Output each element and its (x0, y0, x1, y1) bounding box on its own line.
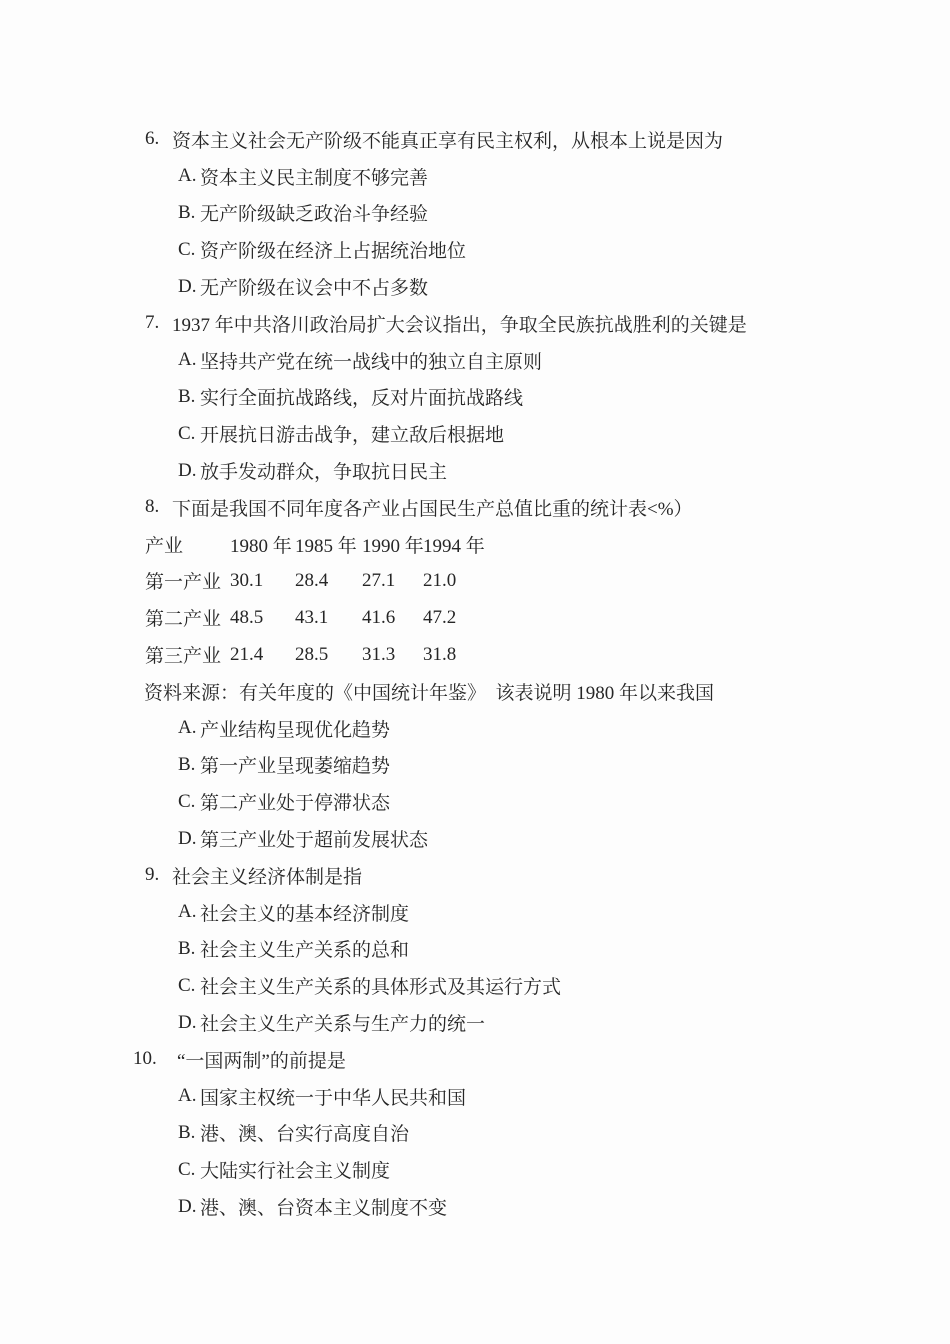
option-letter: D. (178, 459, 197, 481)
question-9-option-a (0, 894, 950, 931)
table-row-primary-industry (0, 563, 950, 600)
question-8-text: 下面是我国不同年度各产业占国民生产总值比重的统计表<%） (172, 498, 693, 520)
option-letter: B. (178, 937, 196, 959)
option-text: 第一产业呈现萎缩趋势 (200, 756, 391, 778)
option-letter: A. (178, 901, 197, 923)
option-letter: D. (178, 1011, 197, 1033)
option-text: 产业结构呈现优化趋势 (200, 719, 391, 741)
question-9-option-c (0, 967, 950, 1004)
option-letter: B. (178, 201, 196, 223)
table-header-1994: 1994 年 (423, 535, 485, 557)
question-10-stem (0, 1041, 950, 1078)
table-cell-label: 第一产业 (145, 572, 222, 594)
table-header-1980: 1980 年 (230, 535, 292, 557)
option-letter: C. (178, 238, 196, 260)
option-text: 社会主义生产关系与生产力的统一 (200, 1014, 486, 1036)
question-7-option-b (0, 379, 950, 416)
option-letter: A. (178, 165, 197, 187)
table-cell-value: 21.4 (230, 643, 264, 665)
table-cell-value: 28.5 (295, 643, 329, 665)
option-text: 国家主权统一于中华人民共和国 (200, 1087, 467, 1109)
option-letter: C. (178, 790, 196, 812)
option-text: 港、澳、台实行高度自治 (200, 1124, 410, 1146)
option-letter: C. (178, 1158, 196, 1180)
question-10-number: 10. (133, 1048, 157, 1070)
table-cell-value: 43.1 (295, 606, 329, 628)
table-cell-value: 31.8 (423, 643, 457, 665)
question-6-option-b (0, 195, 950, 232)
option-text: 第二产业处于停滞状态 (200, 793, 391, 815)
option-text: 港、澳、台资本主义制度不变 (200, 1198, 448, 1219)
question-6-number: 6. (145, 128, 160, 150)
question-7-option-d (0, 452, 950, 489)
question-7-number: 7. (145, 312, 160, 334)
option-text: 无产阶级缺乏政治斗争经验 (200, 204, 429, 226)
option-letter: A. (178, 1085, 197, 1107)
question-8-option-b (0, 747, 950, 784)
option-letter: C. (178, 974, 196, 996)
table-cell-value: 21.0 (423, 569, 457, 591)
question-8-stem (0, 489, 950, 526)
option-text: 坚持共产党在统一战线中的独立自主原则 (200, 351, 543, 373)
option-text: 放手发动群众，争取抗日民主 (200, 462, 448, 484)
table-header-row (0, 526, 950, 563)
table-cell-value: 48.5 (230, 606, 264, 628)
question-7-text: 1937 年中共洛川政治局扩大会议指出，争取全民族抗战胜利的关键是 (172, 314, 747, 336)
question-9-option-b (0, 931, 950, 968)
question-10-option-c (0, 1151, 950, 1188)
table-cell-label: 第三产业 (145, 646, 222, 668)
table-header-1985: 1985 年 (295, 535, 357, 557)
table-cell-value: 30.1 (230, 569, 264, 591)
option-text: 社会主义生产关系的具体形式及其运行方式 (200, 977, 562, 999)
option-text: 资本主义民主制度不够完善 (200, 167, 429, 189)
table-cell-value: 41.6 (362, 606, 396, 628)
option-letter: D. (178, 1195, 197, 1217)
table-cell-label: 第二产业 (145, 609, 222, 631)
question-9-stem (0, 857, 950, 894)
question-7-option-a (0, 342, 950, 379)
option-text: 开展抗日游击战争，建立敌后根据地 (200, 425, 505, 447)
question-9-text: 社会主义经济体制是指 (172, 866, 363, 888)
question-10-option-a (0, 1078, 950, 1115)
question-10-option-d (0, 1188, 950, 1225)
question-6-stem (0, 121, 950, 158)
option-text: 大陆实行社会主义制度 (200, 1161, 391, 1183)
question-8-number: 8. (145, 496, 160, 518)
option-text: 社会主义生产关系的总和 (200, 940, 410, 962)
option-letter: D. (178, 827, 197, 849)
question-9-option-d (0, 1004, 950, 1041)
question-10-text: “一国两制”的前提是 (177, 1050, 346, 1072)
option-letter: A. (178, 349, 197, 371)
question-7-stem (0, 305, 950, 342)
source-note-text: 资料来源：有关年度的《中国统计年鉴》 该表说明 1980 年以来我国 (144, 682, 715, 704)
question-6-text: 资本主义社会无产阶级不能真正享有民主权利，从根本上说是因为 (172, 130, 724, 152)
option-text: 资产阶级在经济上占据统治地位 (200, 241, 467, 263)
question-10-option-b (0, 1115, 950, 1152)
question-6-option-d (0, 268, 950, 305)
option-text: 社会主义的基本经济制度 (200, 903, 410, 925)
option-text: 第三产业处于超前发展状态 (200, 830, 429, 852)
option-letter: B. (178, 1121, 196, 1143)
table-cell-value: 27.1 (362, 569, 396, 591)
option-text: 实行全面抗战路线，反对片面抗战路线 (200, 388, 524, 410)
option-letter: C. (178, 422, 196, 444)
question-6-option-a (0, 158, 950, 195)
question-8-option-c (0, 783, 950, 820)
question-9-number: 9. (145, 864, 160, 886)
table-header-1990: 1990 年 (362, 535, 424, 557)
option-letter: A. (178, 717, 197, 739)
table-row-secondary-industry (0, 599, 950, 636)
table-cell-value: 28.4 (295, 569, 329, 591)
table-cell-value: 47.2 (423, 606, 457, 628)
option-letter: B. (178, 753, 196, 775)
table-header-industry: 产业 (145, 535, 184, 557)
question-8-option-d (0, 820, 950, 857)
question-6-option-c (0, 231, 950, 268)
option-letter: B. (178, 385, 196, 407)
option-letter: D. (178, 275, 197, 297)
table-row-tertiary-industry (0, 636, 950, 673)
table-source-note (0, 673, 950, 710)
question-7-option-c (0, 415, 950, 452)
option-text: 无产阶级在议会中不占多数 (200, 278, 429, 300)
question-8-option-a (0, 710, 950, 747)
table-cell-value: 31.3 (362, 643, 396, 665)
